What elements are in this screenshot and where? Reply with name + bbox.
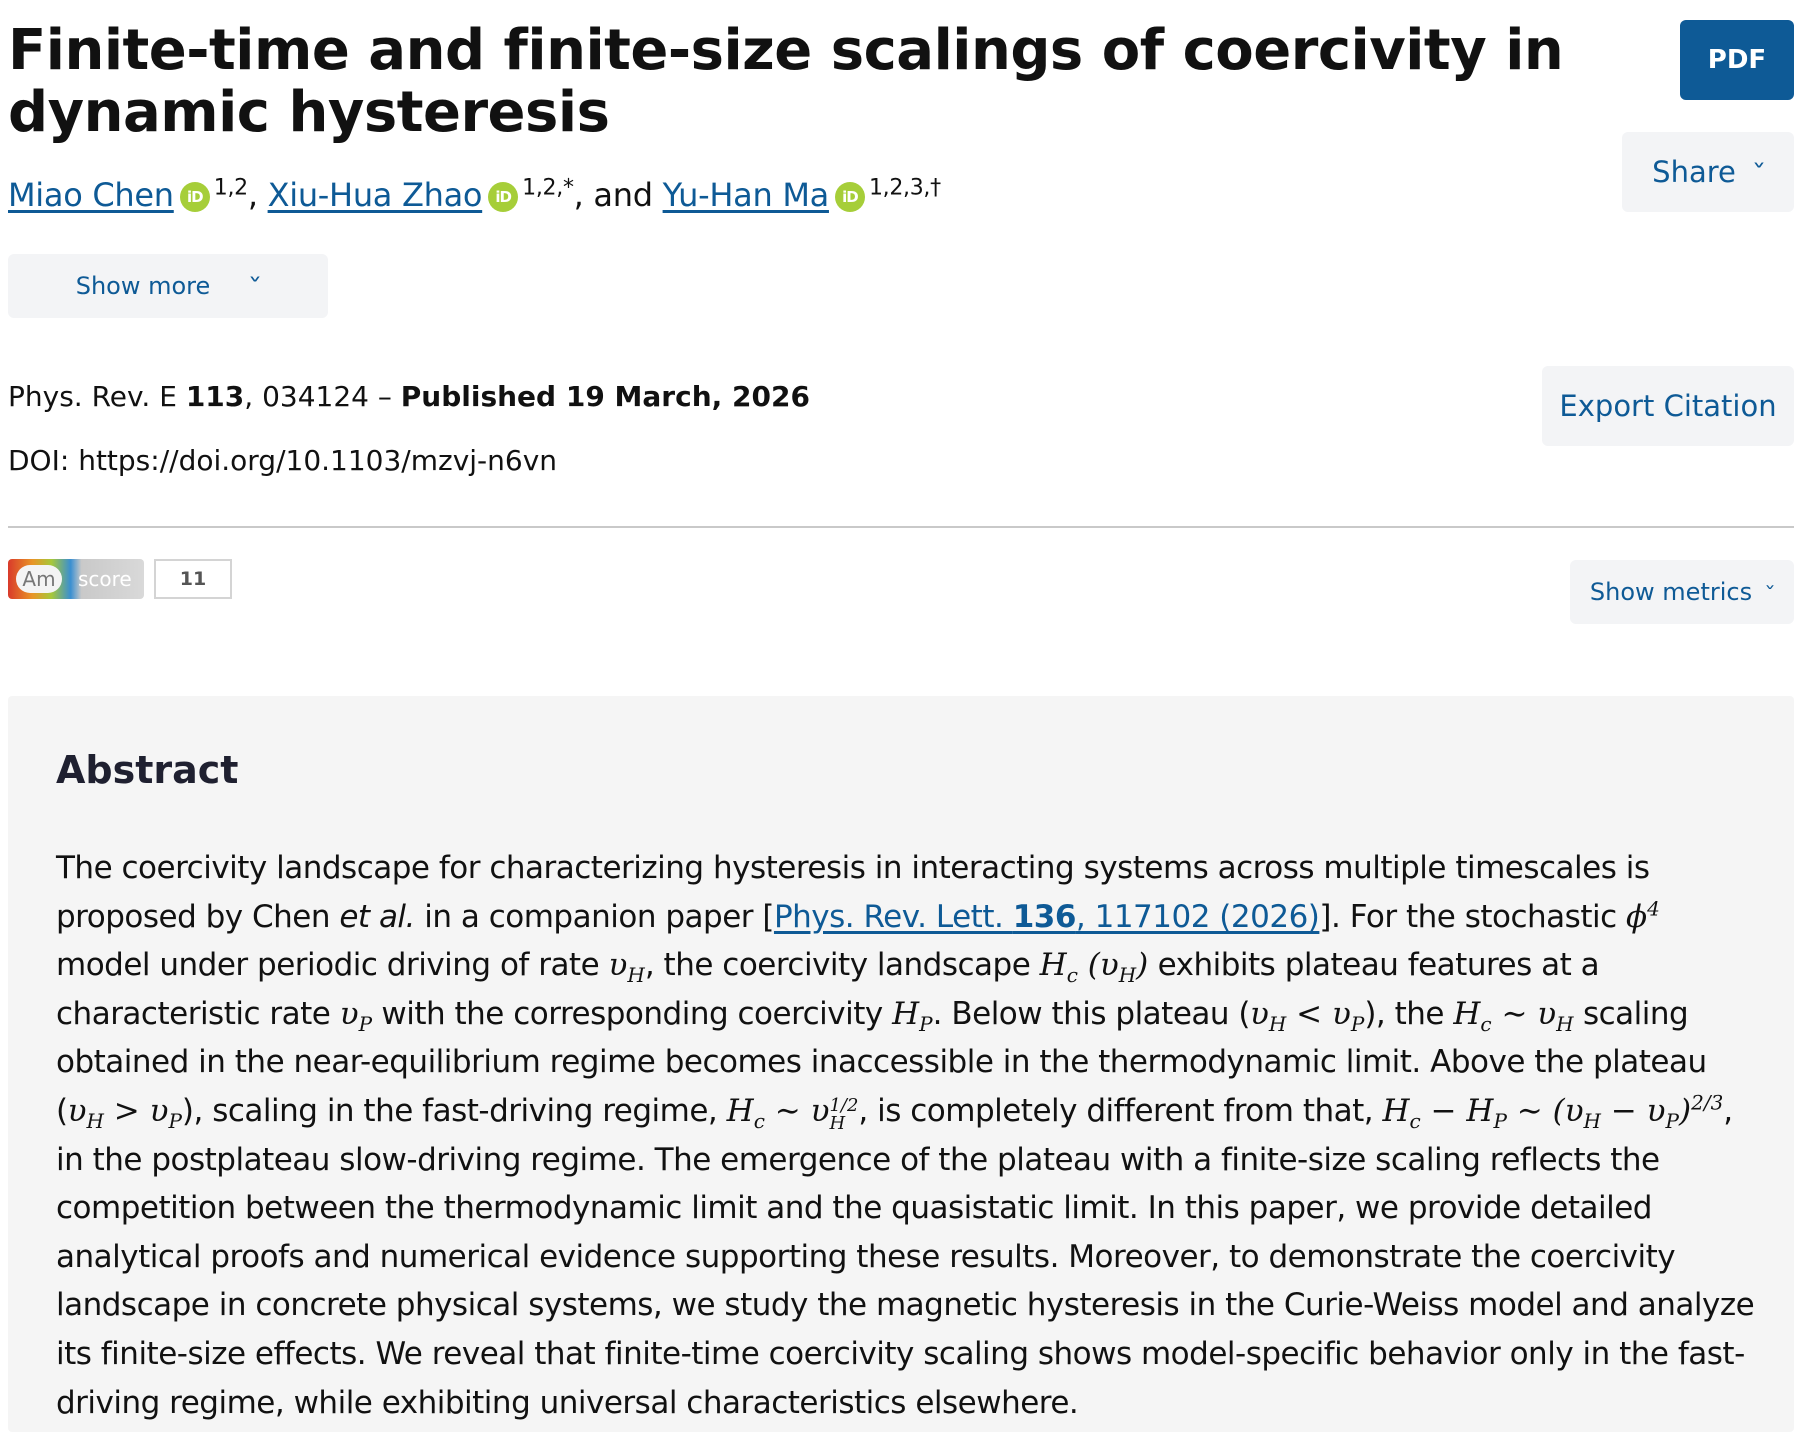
math-vH-gt-vP: $\upsilon_H > \upsilon_P$	[67, 1092, 182, 1134]
divider	[8, 526, 1794, 528]
math-Hc-vH: $H_c$ $(\upsilon_H)$	[1039, 947, 1149, 988]
share-label: Share	[1652, 155, 1736, 189]
altmetric-badge	[8, 559, 144, 599]
chevron-down-icon: ˅	[1764, 582, 1777, 602]
abstract-heading: Abstract	[56, 748, 239, 792]
link-volume: 136	[1012, 898, 1076, 935]
author-link-2[interactable]: Xiu-Hua Zhao	[267, 176, 483, 214]
author-affiliation-3: 1,2,3,†	[868, 175, 941, 201]
export-citation-button[interactable]: Export Citation	[1542, 366, 1794, 446]
math-vP: $\upsilon_P$	[339, 995, 373, 1036]
math-phi: $\phi^4$	[1626, 896, 1660, 935]
doi-value: https://doi.org/10.1103/mzvj-n6vn	[78, 444, 558, 477]
abstract-etal: et al.	[339, 898, 415, 935]
show-metrics-button[interactable]	[1570, 560, 1794, 624]
math-fast-scaling: $H_c$ ∼ υ 1/2 H	[726, 1092, 859, 1134]
link-article: , 117102 (2026)	[1075, 898, 1320, 935]
show-more-button[interactable]	[8, 254, 328, 318]
abstract-fragment: in a companion paper [	[414, 898, 774, 935]
journal-name: Phys. Rev. E	[8, 380, 177, 413]
abstract-fragment: exhibits plateau features at a characteristic rate	[56, 947, 1600, 1032]
author-separator: , and	[573, 176, 653, 214]
orcid-icon[interactable]: iD	[180, 182, 210, 212]
orcid-icon[interactable]: iD	[488, 182, 518, 212]
journal-volume: 113	[185, 380, 245, 413]
altmetric-widget[interactable]	[8, 558, 232, 600]
altmetric-am-label: Am	[16, 565, 62, 593]
link-journal: Phys. Rev. Lett.	[773, 898, 1013, 935]
altmetric-score-label: score	[78, 567, 132, 591]
author-link-1[interactable]: Miao Chen	[8, 176, 174, 214]
chevron-down-icon: ˅	[247, 274, 263, 298]
abstract-fragment: ), scaling in the fast-driving regime,	[181, 1092, 727, 1129]
citation-line	[8, 380, 810, 413]
abstract-fragment: scaling obtained in the near-equilibrium regime becomes inaccessible in the thermodynamic limit. Above the plateau (	[56, 995, 1707, 1129]
orcid-icon[interactable]: iD	[835, 182, 865, 212]
math-vH: $\upsilon_H$	[608, 947, 645, 988]
math-vH-lt-vP: $\upsilon_H < \upsilon_P$	[1250, 995, 1365, 1036]
pdf-button[interactable]: PDF	[1680, 20, 1794, 100]
abstract-fragment: ), the	[1364, 995, 1454, 1032]
share-button[interactable]	[1622, 132, 1794, 212]
show-more-label: Show more	[75, 272, 211, 300]
author-link-3[interactable]: Yu-Han Ma	[662, 176, 829, 214]
abstract-fragment: The coercivity landscape for characterizing hysteresis in interacting systems across multiple timescales is proposed by Chen	[56, 850, 1650, 935]
author-separator: ,	[247, 176, 258, 214]
abstract-fragment: with the corresponding coercivity	[372, 995, 893, 1032]
abstract-text	[56, 844, 1756, 1427]
abstract-fragment: , the coercivity landscape	[644, 947, 1040, 984]
show-metrics-label: Show metrics	[1589, 578, 1753, 606]
article-title: Finite-time and finite-size scalings of coercivity in dynamic hysteresis	[8, 18, 1564, 145]
abstract-fragment: , is completely different from that,	[858, 1092, 1383, 1129]
abstract-fragment: ]. For the stochastic	[1319, 898, 1626, 935]
author-list	[8, 176, 941, 214]
math-Hc-sim-vH: $H_c$ ∼ $\upsilon_H$	[1453, 995, 1574, 1036]
abstract-fragment: model under periodic driving of rate	[56, 947, 609, 984]
altmetric-score: 11	[154, 559, 232, 599]
published-date: Published 19 March, 2026	[400, 380, 810, 413]
abstract-fragment: . Below this plateau (	[932, 995, 1251, 1032]
chevron-down-icon: ˅	[1751, 160, 1767, 184]
abstract-fragment: , in the postplateau slow-driving regime. The emergence of the plateau with a finite-size scaling reflects the competition between the thermodynamic limit and the quasistatic limit. In this paper, we provide detailed analytical proofs and numerical evidence supporting these results. Moreover, to demonstrate the coercivity landscape in concrete physical systems, we study the magnetic hysteresis in the Curie-Weiss model and analyze its finite-size effects. We reveal that finite-time coercivity scaling shows model-specific behavior only in the fast-driving regime, while exhibiting universal characteristics elsewhere.	[56, 1092, 1755, 1421]
author-affiliation-2: 1,2,*	[522, 175, 574, 201]
doi-label: DOI:	[8, 444, 70, 477]
companion-paper-link[interactable]	[774, 899, 1319, 935]
doi-line	[8, 444, 557, 477]
math-HP: $H_P$	[892, 995, 933, 1036]
author-affiliation-1: 1,2	[213, 175, 248, 201]
math-slow-scaling: $H_c - H_P$ ∼ $(\upsilon_H - \upsilon_P)^{2/3}$	[1382, 1090, 1724, 1134]
article-number: , 034124 –	[244, 380, 392, 413]
